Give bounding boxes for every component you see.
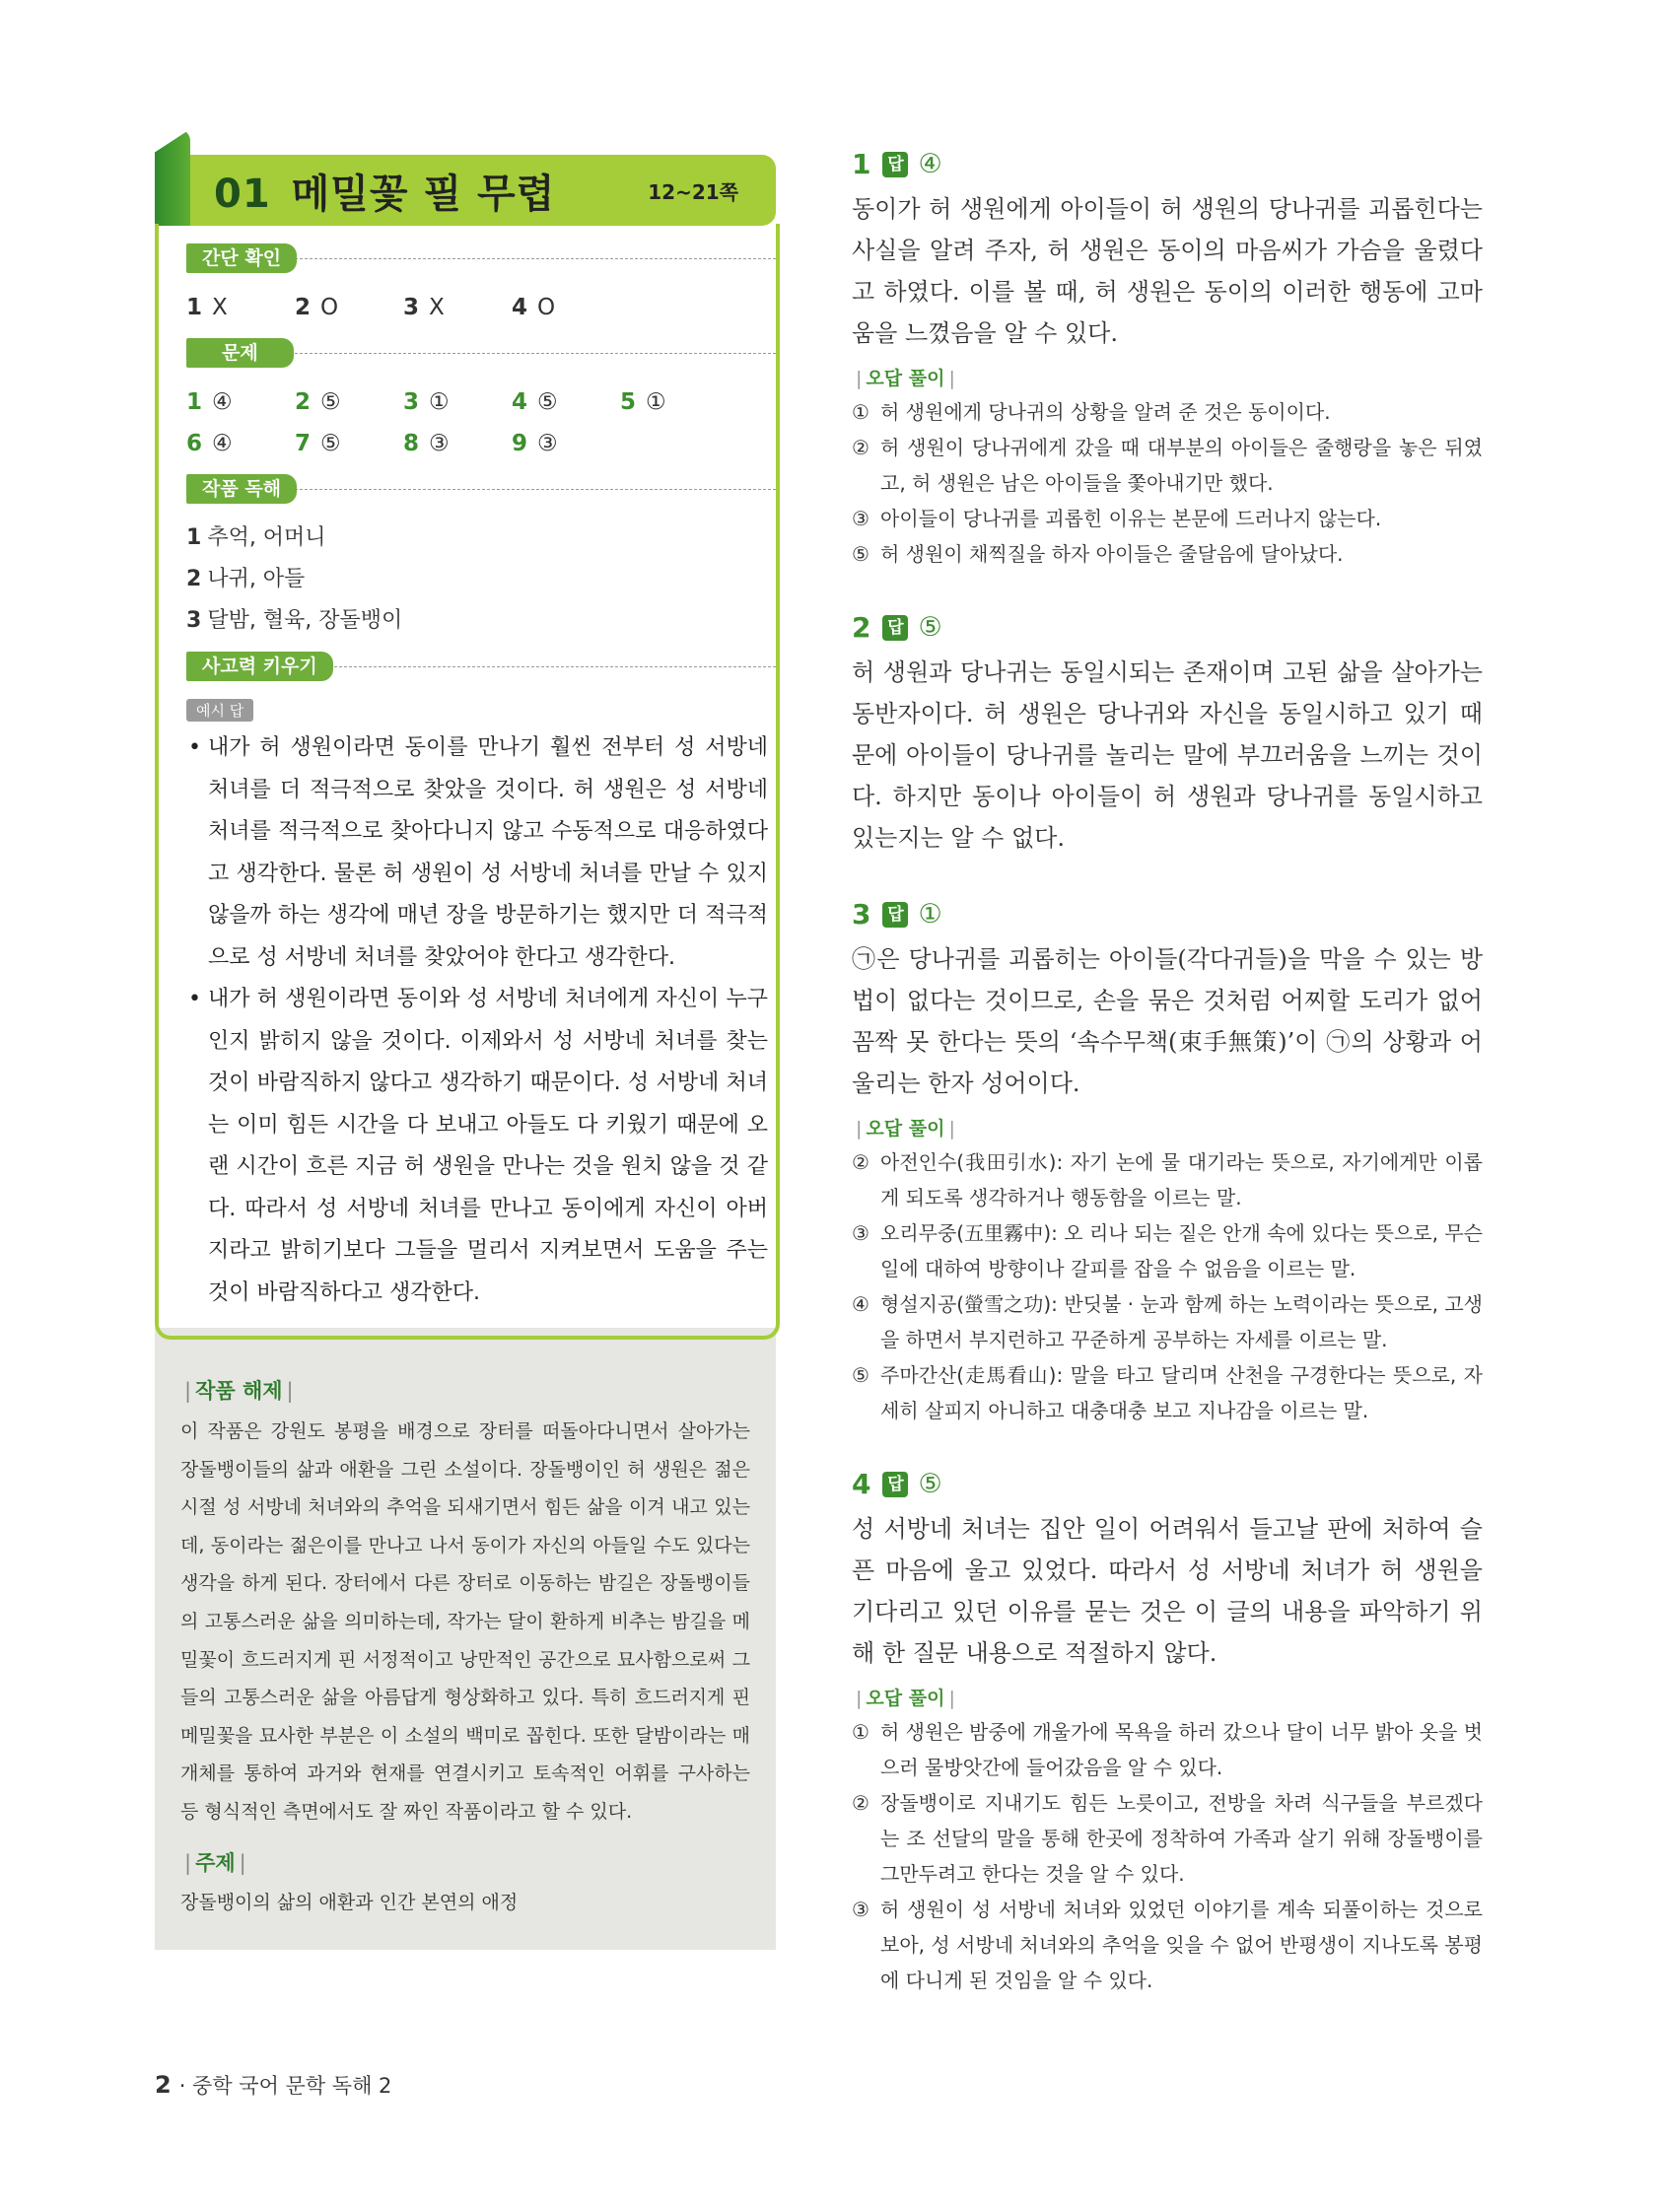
- reading-item: 2 나귀, 아들: [186, 567, 306, 591]
- left-column: [155, 123, 776, 1950]
- option-explanation: ③ 오리무중(五里霧中): 오 리나 되는 짙은 안개 속에 있다는 뜻으로, 무슨 일에 대하여 방향이나 갈피를 잡을 수 없음을 이르는 말.: [852, 1221, 1483, 1280]
- simple-item: 1 X: [186, 295, 228, 320]
- page-number: 2: [155, 2071, 172, 2099]
- answer-badge: 답: [882, 615, 908, 641]
- wrong-answer-heading: | 오답 풀이 |: [856, 1118, 955, 1140]
- question-explanation: 동이가 허 생원에게 아이들이 허 생원의 당나귀를 괴롭힌다는 사실을 알려 주자, 허 생원은 동이의 마음씨가 가슴을 울렸다고 하였다. 이를 볼 때, 허 생원은 동이의 이러한 행동에 고마움을 느꼈음을 알 수 있다.: [852, 195, 1483, 347]
- question-heading: [852, 1468, 1483, 1500]
- commentary-box: [155, 1328, 776, 1950]
- chapter-name: 메밀꽃 필 무렵: [291, 172, 556, 217]
- question-number: 2: [852, 611, 871, 644]
- question-number: 4: [852, 1468, 871, 1500]
- example-answer-badge: 예시 답: [186, 699, 253, 722]
- answer-value: ①: [918, 899, 942, 930]
- page-range: 12~21쪽: [648, 180, 738, 204]
- option-explanation: ⑤ 주마간산(走馬看山): 말을 타고 달리며 산천을 구경한다는 뜻으로, 자세히 살피지 아니하고 대충대충 보고 지나감을 이르는 말.: [852, 1363, 1483, 1422]
- chapter-number: 01: [214, 172, 271, 217]
- option-explanation: ② 허 생원이 당나귀에게 갔을 때 대부분의 아이들은 줄행랑을 놓은 뒤였고, 허 생원은 남은 아이들을 쫓아내기만 했다.: [852, 436, 1483, 495]
- thinking-heading: [186, 652, 768, 683]
- reading-item: 3 달밤, 혈육, 장돌뱅이: [186, 608, 403, 633]
- simple-check-row: [186, 287, 768, 328]
- option-explanation: ① 허 생원에게 당나귀의 상황을 알려 준 것은 동이이다.: [852, 400, 1331, 424]
- question-explanation: ㉠은 당나귀를 괴롭히는 아이들(각다귀들)을 막을 수 있는 방법이 없다는 것이므로, 손을 묶은 것처럼 어찌할 도리가 없어 꼼짝 못 한다는 뜻의 ‘속수무책(束手無策)’이 ㉠의 상황과 어울리는 한자 성어이다.: [852, 945, 1483, 1097]
- answer-badge: 답: [882, 902, 908, 928]
- problems-heading: [186, 338, 768, 370]
- answer-badge: 답: [882, 1472, 908, 1497]
- reading-item: 1 추억, 어머니: [186, 525, 326, 550]
- commentary-heading: | 작품 해제 |: [184, 1379, 294, 1403]
- wrong-answer-heading: | 오답 풀이 |: [856, 1688, 955, 1709]
- problem-item: 8 ③: [403, 431, 450, 456]
- question-number: 1: [852, 148, 871, 180]
- question-number: 3: [852, 898, 871, 931]
- reading-tag: 작품 독해: [186, 474, 297, 504]
- simple-item: 3 X: [403, 295, 445, 320]
- question-heading: [852, 898, 1483, 931]
- question-block: [852, 611, 1483, 859]
- theme-text: 장돌뱅이의 삶의 애환과 인간 본연의 애정: [180, 1891, 519, 1913]
- simple-item: 2 O: [295, 295, 339, 320]
- problems-row: [186, 381, 768, 423]
- right-column: [852, 148, 1483, 2038]
- thinking-answer: • 내가 허 생원이라면 동이와 성 서방네 처녀에게 자신이 누구인지 밝히지 않을 것이다. 이제와서 성 서방네 처녀를 찾는 것이 바람직하지 않다고 생각하기 때문이다. 성 서방네 처녀는 이미 힘든 시간을 다 보내고 아들도 다 키웠기 때문에 오랜 시간이 흐른 지금 허 생원을 만나는 것을 원치 않을 것 같다. 따라서 성 서방네 처녀를 만나고 동이에게 자신이 아버지라고 밝히기보다 그들을 멀리서 지켜보면서 도움을 주는 것이 바람직하다고 생각한다.: [186, 979, 768, 1314]
- problem-item: 7 ⑤: [295, 431, 341, 456]
- problem-item: 6 ④: [186, 431, 233, 456]
- chapter-header: [155, 123, 776, 224]
- chapter-title: [214, 163, 555, 219]
- option-explanation: ④ 형설지공(螢雪之功): 반딧불 · 눈과 함께 하는 노력이라는 뜻으로, 고생을 하면서 부지런하고 꾸준하게 공부하는 자세를 이르는 말.: [852, 1292, 1483, 1351]
- thinking-answer: • 내가 허 생원이라면 동이를 만나기 훨씬 전부터 성 서방네 처녀를 더 적극적으로 찾았을 것이다. 허 생원은 성 서방네 처녀를 적극적으로 찾아다니지 않고 수동적으로 대응하였다고 생각한다. 물론 허 생원이 성 서방네 처녀를 만날 수 있지 않을까 하는 생각에 매년 장을 방문하기는 했지만 더 적극적으로 성 서방네 처녀를 찾았어야 한다고 생각한다.: [186, 727, 768, 979]
- option-explanation: ② 아전인수(我田引水): 자기 논에 물 대기라는 뜻으로, 자기에게만 이롭게 되도록 생각하거나 행동함을 이르는 말.: [852, 1150, 1483, 1210]
- book-title: · 중학 국어 문학 독해 2: [178, 2074, 392, 2098]
- bookmark-flag-icon: [155, 129, 190, 226]
- question-block: [852, 148, 1483, 572]
- question-explanation: 허 생원과 당나귀는 동일시되는 존재이며 고된 삶을 살아가는 동반자이다. 허 생원은 당나귀와 자신을 동일시하고 있기 때문에 아이들이 당나귀를 놀리는 말에 부끄러움을 느끼는 것이다. 하지만 동이나 아이들이 허 생원과 당나귀를 동일시하고 있는지는 알 수 없다.: [852, 658, 1483, 852]
- question-block: [852, 1468, 1483, 1998]
- option-explanation: ③ 허 생원이 성 서방네 처녀와 있었던 이야기를 계속 되풀이하는 것으로 보아, 성 서방네 처녀와의 추억을 잊을 수 없어 반평생이 지나도록 봉평에 다니게 된 것임을 알 수 있다.: [852, 1898, 1483, 1992]
- problems-row: [186, 423, 768, 464]
- wrong-answer-heading: | 오답 풀이 |: [856, 368, 955, 389]
- answer-value: ⑤: [918, 612, 942, 643]
- problems-tag: 문제: [186, 338, 294, 368]
- problem-item: 2 ⑤: [295, 389, 341, 415]
- problem-item: 4 ⑤: [512, 389, 558, 415]
- answer-badge: 답: [882, 152, 908, 177]
- simple-item: 4 O: [512, 295, 556, 320]
- question-heading: [852, 148, 1483, 180]
- problem-item: 1 ④: [186, 389, 233, 415]
- page-footer: [155, 2070, 391, 2100]
- commentary-text: 이 작품은 강원도 봉평을 배경으로 장터를 떠돌아다니면서 살아가는 장돌뱅이들의 삶과 애환을 그린 소설이다. 장돌뱅이인 허 생원은 젊은 시절 성 서방네 처녀와의 추억을 되새기면서 힘든 삶을 이겨 내고 있는데, 동이라는 젊은이를 만나고 나서 동이가 자신의 아들일 수도 있다는 생각을 하게 된다. 장터에서 다른 장터로 이동하는 밤길은 장돌뱅이들의 고통스러운 삶을 의미하는데, 작가는 달이 환하게 비추는 밤길을 메밀꽃이 흐드러지게 핀 서정적이고 낭만적인 공간으로 묘사함으로써 그들의 고통스러운 삶을 아름답게 형상화하고 있다. 특히 흐드러지게 핀 메밀꽃을 묘사한 부분은 이 소설의 백미로 꼽힌다. 또한 달밤이라는 매개체를 통하여 과거와 현재를 연결시키고 토속적인 어휘를 구사하는 등 형식적인 측면에서도 잘 짜인 작품이라고 할 수 있다.: [180, 1420, 750, 1823]
- option-explanation: ① 허 생원은 밤중에 개울가에 목욕을 하러 갔으나 달이 너무 밝아 옷을 벗으러 물방앗간에 들어갔음을 알 수 있다.: [852, 1720, 1483, 1779]
- thinking-tag: 사고력 키우기: [186, 652, 333, 681]
- answer-box: [155, 224, 780, 1340]
- theme-heading: | 주제 |: [184, 1850, 246, 1875]
- option-explanation: ② 장돌뱅이로 지내기도 힘든 노릇이고, 전방을 차려 식구들을 부르겠다는 조 선달의 말을 통해 한곳에 정착하여 가족과 살기 위해 장돌뱅이를 그만두려고 한다는 것을 알 수 있다.: [852, 1791, 1483, 1886]
- answer-value: ④: [918, 149, 942, 179]
- question-block: [852, 898, 1483, 1428]
- question-explanation: 성 서방네 처녀는 집안 일이 어려워서 들고날 판에 처하여 슬픈 마음에 울고 있었다. 따라서 성 서방네 처녀가 허 생원을 기다리고 있던 이유를 묻는 것은 이 글의 내용을 파악하기 위해 한 질문 내용으로 적절하지 않다.: [852, 1515, 1483, 1667]
- problem-item: 9 ③: [512, 431, 558, 456]
- answer-value: ⑤: [918, 1469, 942, 1499]
- option-explanation: ③ 아이들이 당나귀를 괴롭힌 이유는 본문에 드러나지 않는다.: [852, 507, 1382, 530]
- reading-heading: [186, 474, 768, 506]
- problem-item: 5 ①: [620, 389, 666, 415]
- simple-check-heading: [186, 243, 768, 275]
- simple-check-tag: 간단 확인: [186, 243, 297, 273]
- option-explanation: ⑤ 허 생원이 채찍질을 하자 아이들은 줄달음에 달아났다.: [852, 542, 1344, 566]
- problem-item: 3 ①: [403, 389, 450, 415]
- question-heading: [852, 611, 1483, 644]
